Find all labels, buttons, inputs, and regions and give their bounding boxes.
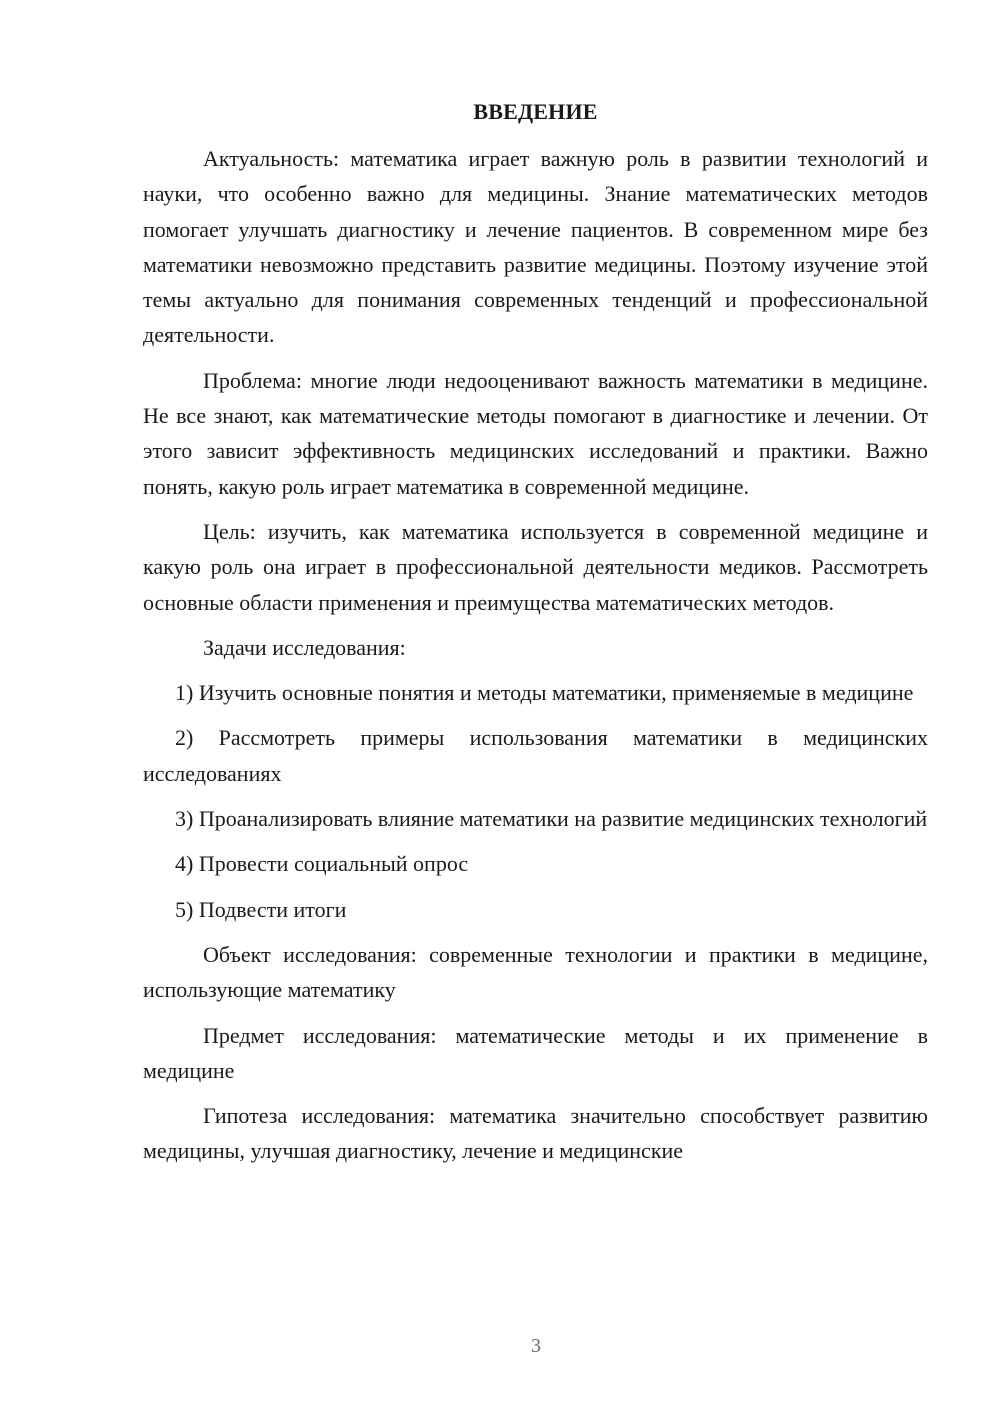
paragraph-object: Объект исследования: современные технологии и практики в медицине, использующие математику: [143, 941, 928, 1003]
paragraph-subject: Предмет исследования: математические методы и их применение в медицине: [143, 1022, 928, 1083]
section-heading: ВВЕДЕНИЕ: [473, 99, 598, 124]
page-number: 3: [531, 1335, 541, 1357]
paragraph-goal: Цель: изучить, как математика используется в современной медицине и какую роль она играет в профессиональной деятельности медиков. Рассмотреть основные области применения и преимущества математических методов.: [143, 518, 928, 615]
task-item-2: 2) Рассмотреть примеры использования математики в медицинских исследованиях: [143, 725, 928, 786]
paragraph-problem: Проблема: многие люди недооценивают важность математики в медицине. Не все знают, как математические методы помогают в диагностике и лечении. От этого зависит эффективность медицинских исследований и практики. Важно понять, какую роль играет математика в современной медицине.: [143, 367, 928, 499]
paragraph-relevance: Актуальность: математика играет важную роль в развитии технологий и науки, что особенно важно для медицины. Знание математических методов помогает улучшать диагностику и лечение пациентов. В современном мире без математики невозможно представить развитие медицины. Поэтому изучение этой темы актуально для понимания современных тенденций и профессиональной деятельности.: [143, 146, 928, 348]
paragraph-hypothesis: Гипотеза исследования: математика значительно способствует развитию медицины, улучшая диагностику, лечение и медицинские: [143, 1103, 928, 1164]
task-item-5: 5) Подвести итоги: [175, 896, 347, 922]
paragraph-tasks-heading: Задачи исследования:: [203, 634, 406, 660]
task-item-4: 4) Провести социальный опрос: [175, 851, 469, 877]
task-item-1: 1) Изучить основные понятия и методы математики, применяемые в медицине: [175, 680, 914, 706]
page-content: [143, 94, 928, 1179]
task-item-3: 3) Проанализировать влияние математики на развитие медицинских технологий: [175, 806, 928, 832]
